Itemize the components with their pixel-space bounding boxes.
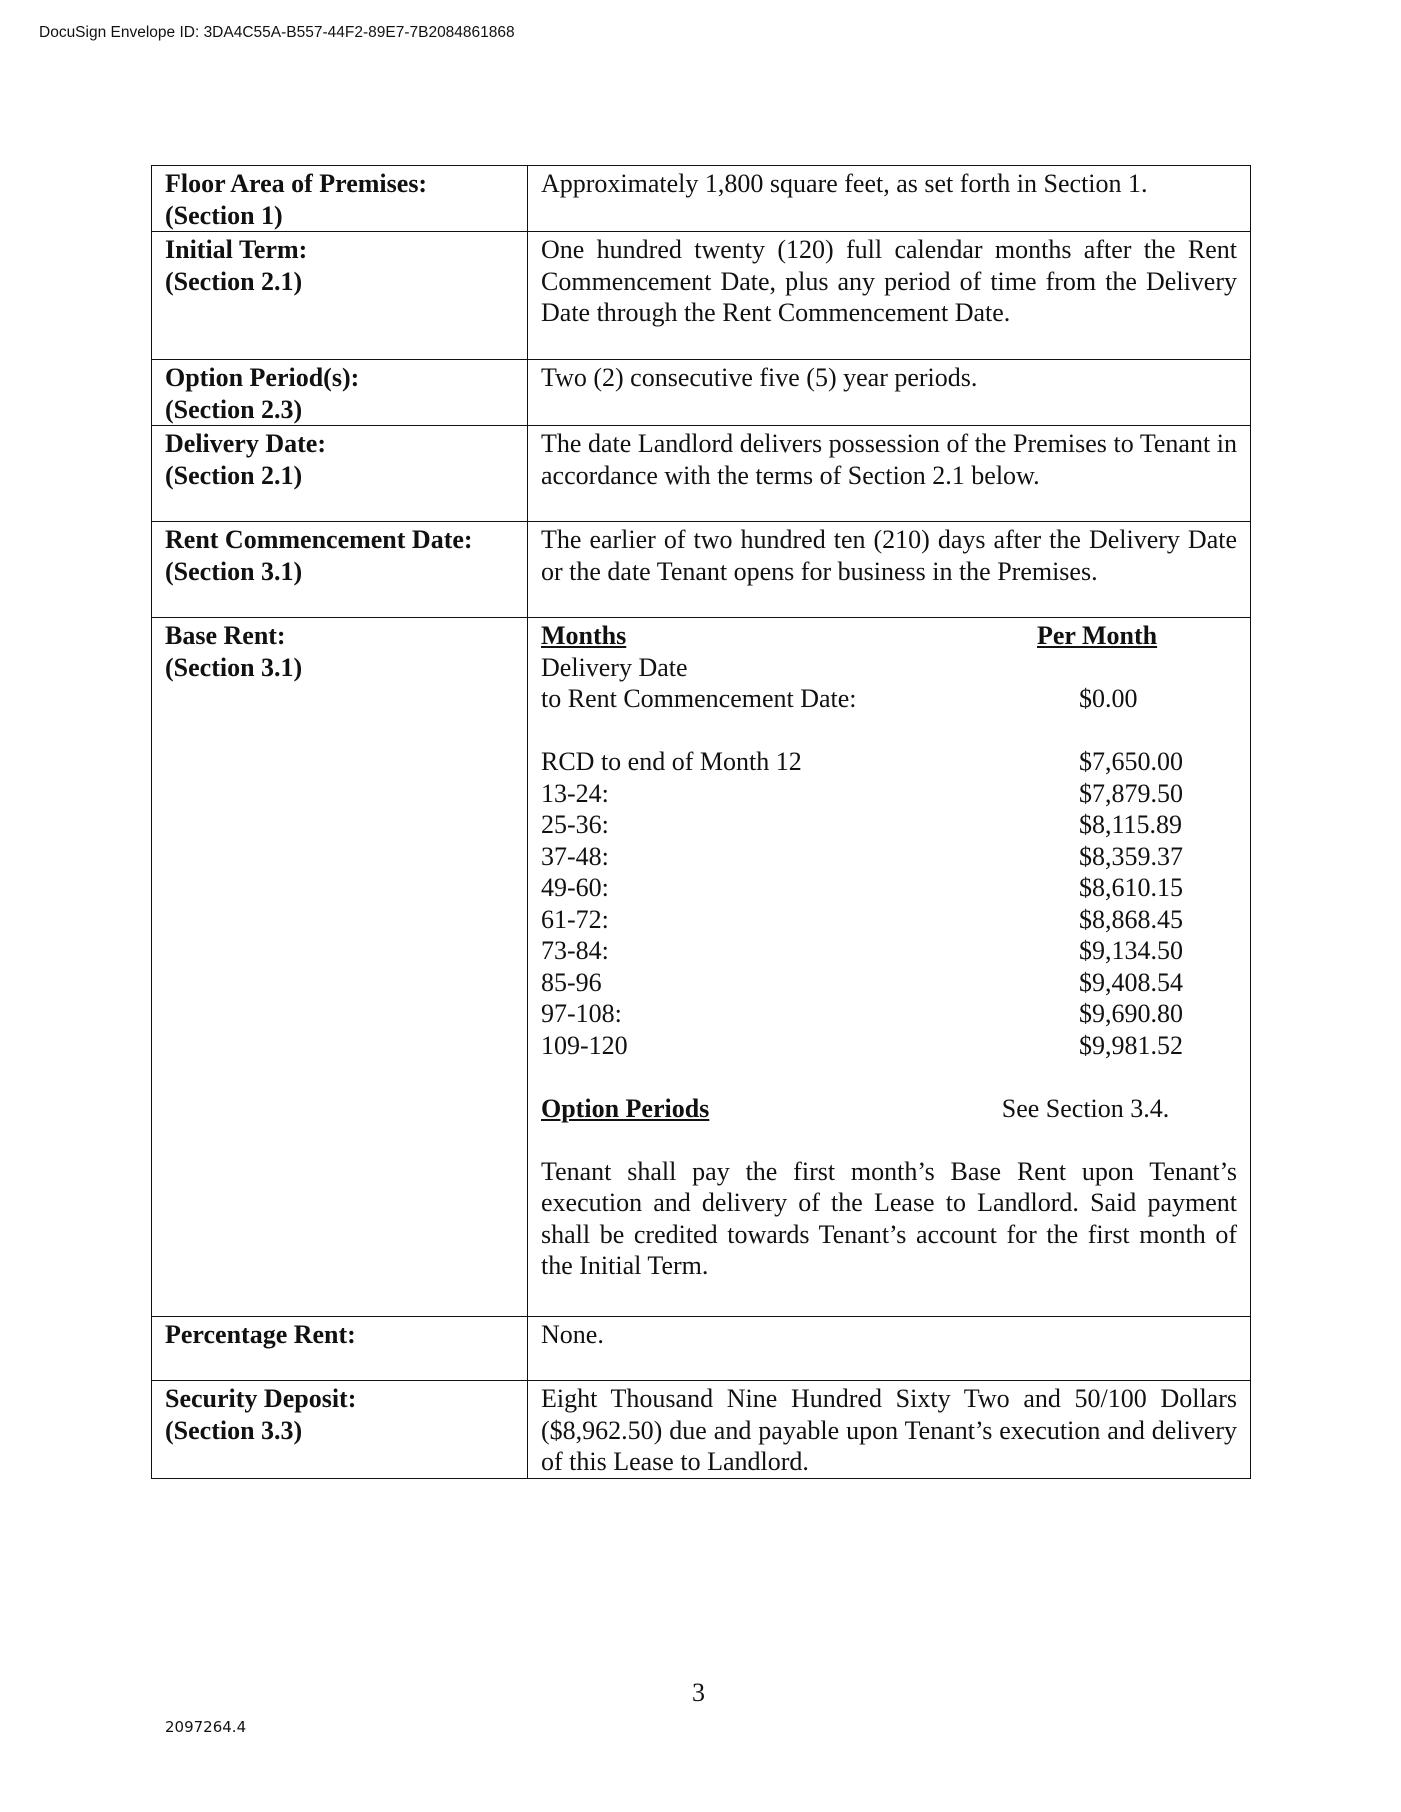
pre-rcd-line2: to Rent Commencement Date: bbox=[541, 684, 857, 713]
label-cell bbox=[152, 618, 528, 1317]
label-cell bbox=[152, 426, 528, 522]
row-value: Two (2) consecutive five (5) year periods. bbox=[528, 360, 1251, 426]
pre-rcd-amount: $0.00 bbox=[1079, 684, 1138, 713]
row-value: Eight Thousand Nine Hundred Sixty Two and 50/100 Dollars ($8,962.50) due and payable upon Tenant’s execution and delivery of this Lease to Landlord. bbox=[528, 1381, 1251, 1479]
schedule-amount: $8,610.15 bbox=[1079, 873, 1183, 902]
envelope-id: DocuSign Envelope ID: 3DA4C55A-B557-44F2-89E7-7B2084861868 bbox=[39, 24, 515, 41]
table-row-initial-term bbox=[152, 232, 1251, 360]
row-section: (Section 1) bbox=[165, 200, 283, 230]
table-row-rent-commencement bbox=[152, 522, 1251, 618]
row-label: Rent Commencement Date: bbox=[165, 525, 473, 554]
table-row-base-rent bbox=[152, 618, 1251, 1317]
pre-rcd-row bbox=[541, 652, 1237, 684]
row-value: The date Landlord delivers possession of the Premises to Tenant in accordance with the terms of Section 2.1 below. bbox=[528, 426, 1251, 522]
schedule-amount: $9,134.50 bbox=[1079, 936, 1183, 965]
row-section: (Section 3.1) bbox=[165, 556, 303, 586]
table-row-floor-area bbox=[152, 166, 1251, 232]
rent-schedule-row bbox=[541, 904, 1237, 936]
table-row-percentage-rent bbox=[152, 1317, 1251, 1381]
lease-summary-table bbox=[151, 165, 1251, 1479]
schedule-months: 13-24: bbox=[541, 778, 609, 808]
schedule-months: RCD to end of Month 12 bbox=[541, 747, 802, 776]
page-number: 3 bbox=[692, 1678, 705, 1707]
table-row-delivery-date bbox=[152, 426, 1251, 522]
schedule-months: 49-60: bbox=[541, 873, 609, 902]
pre-rcd-row-2 bbox=[541, 683, 1237, 715]
rent-schedule-row bbox=[541, 1030, 1237, 1062]
option-periods-label: Option Periods bbox=[541, 1093, 710, 1123]
row-value: Approximately 1,800 square feet, as set forth in Section 1. bbox=[528, 166, 1251, 232]
table-row-option-periods bbox=[152, 360, 1251, 426]
schedule-months: 37-48: bbox=[541, 841, 609, 871]
label-cell bbox=[152, 1381, 528, 1479]
schedule-amount: $9,981.52 bbox=[1079, 1030, 1183, 1060]
label-cell bbox=[152, 522, 528, 618]
per-month-column-header: Per Month bbox=[1037, 621, 1158, 650]
first-month-rent-note: Tenant shall pay the first month’s Base Rent upon Tenant’s execution and delivery of the Lease to Landlord. Said payment shall be credited towards Tenant’s account for the first month of the Initial Term. bbox=[541, 1156, 1237, 1280]
row-label: Delivery Date: bbox=[165, 429, 326, 458]
row-label: Option Period(s): bbox=[165, 363, 360, 392]
rent-schedule-row bbox=[541, 998, 1237, 1030]
base-rent-cell bbox=[528, 618, 1251, 1317]
row-section: (Section 2.1) bbox=[165, 266, 303, 296]
schedule-amount: $9,690.80 bbox=[1079, 999, 1183, 1028]
label-cell bbox=[152, 166, 528, 232]
row-label: Initial Term: bbox=[165, 235, 308, 264]
months-column-header: Months bbox=[541, 621, 627, 650]
schedule-amount: $7,879.50 bbox=[1079, 778, 1183, 808]
option-periods-value: See Section 3.4. bbox=[1001, 1093, 1170, 1123]
schedule-amount: $9,408.54 bbox=[1079, 967, 1183, 997]
option-periods-row bbox=[541, 1093, 1237, 1125]
rent-schedule-row bbox=[541, 935, 1237, 967]
row-value: None. bbox=[528, 1317, 1251, 1381]
row-label: Security Deposit: bbox=[165, 1384, 357, 1413]
pre-rcd-line1: Delivery Date bbox=[541, 652, 688, 682]
schedule-amount: $8,359.37 bbox=[1079, 841, 1183, 871]
schedule-months: 73-84: bbox=[541, 936, 609, 965]
schedule-months: 85-96 bbox=[541, 967, 602, 997]
row-value: One hundred twenty (120) full calendar months after the Rent Commencement Date, plus any period of time from the Delivery Date through the Rent Commencement Date. bbox=[528, 232, 1251, 360]
row-section: (Section 2.3) bbox=[165, 394, 303, 424]
schedule-months: 109-120 bbox=[541, 1030, 628, 1060]
schedule-amount: $8,868.45 bbox=[1079, 904, 1183, 934]
document-number: 2097264.4 bbox=[165, 1718, 247, 1736]
table-row-security-deposit bbox=[152, 1381, 1251, 1479]
schedule-amount: $8,115.89 bbox=[1079, 810, 1183, 839]
rent-schedule-row bbox=[541, 778, 1237, 810]
rent-schedule-row bbox=[541, 809, 1237, 841]
rent-schedule-header bbox=[541, 620, 1237, 652]
label-cell bbox=[152, 360, 528, 426]
row-label: Base Rent: bbox=[165, 621, 286, 650]
schedule-months: 97-108: bbox=[541, 999, 622, 1028]
row-section: (Section 2.1) bbox=[165, 460, 303, 490]
schedule-months: 61-72: bbox=[541, 904, 609, 934]
label-cell bbox=[152, 232, 528, 360]
row-label: Percentage Rent: bbox=[165, 1320, 356, 1349]
schedule-amount: $7,650.00 bbox=[1079, 747, 1183, 776]
row-section: (Section 3.1) bbox=[165, 652, 303, 682]
label-cell bbox=[152, 1317, 528, 1381]
rent-schedule-row bbox=[541, 746, 1237, 778]
rent-schedule-row bbox=[541, 841, 1237, 873]
row-label: Floor Area of Premises: bbox=[165, 169, 428, 198]
row-section: (Section 3.3) bbox=[165, 1415, 303, 1445]
row-value: The earlier of two hundred ten (210) days after the Delivery Date or the date Tenant opens for business in the Premises. bbox=[528, 522, 1251, 618]
rent-schedule-row bbox=[541, 872, 1237, 904]
rent-schedule-row bbox=[541, 967, 1237, 999]
schedule-months: 25-36: bbox=[541, 810, 609, 839]
